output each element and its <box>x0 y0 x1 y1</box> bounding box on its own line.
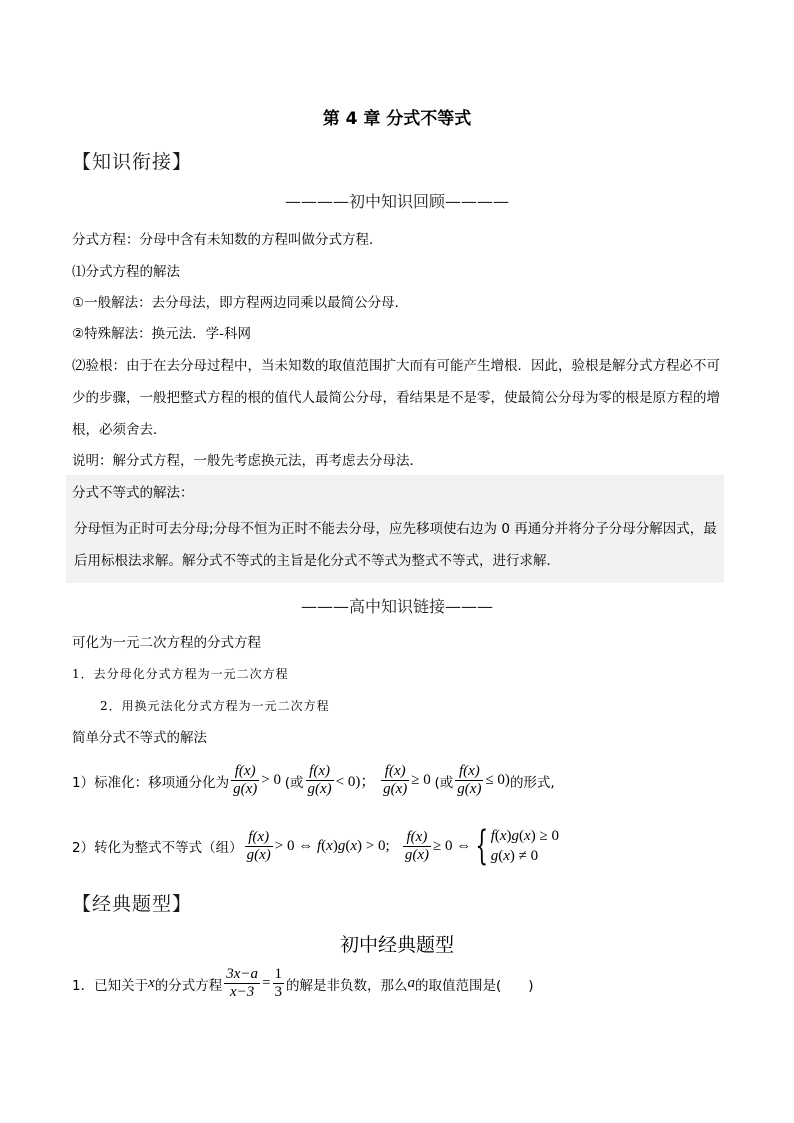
transform-step: 2）转化为整式不等式（组） $\frac{f(x)}{g(x)}$ > 0 ⇔ f(x)g(x) > 0; $\frac{f(x)}{g(x)}$ ≥ 0 ⇔ { f(x)g(x) ≥ 0 g(x) ≠ 0 <box>72 823 559 869</box>
special-method-text: ②特殊解法：换元法．学-科网 <box>72 326 251 342</box>
question-1: 1．已知关于 x 的分式方程 $\frac{3x-a}{x-3}$ = $\frac{1}{3}$ 的解是非负数，那么 a 的取值范围是( ) <box>72 966 534 1000</box>
method-heading: ⑴分式方程的解法 <box>72 264 180 280</box>
q1-suffix-a: 的解是非负数，那么 <box>286 977 408 994</box>
q1-suffix-b: 的取值范围是( ) <box>415 977 534 994</box>
q1-prefix: 1．已知关于 <box>72 977 149 994</box>
left-brace-icon: { <box>475 823 489 869</box>
divider-senior-link: ———高中知识链接——— <box>300 597 493 616</box>
q1-rhs-fraction: $\frac{1}{3}$ <box>274 966 283 1000</box>
fraction-f-over-g: $\frac{f(x)}{g(x)}$ <box>404 828 430 863</box>
q1-mid: 的分式方程 <box>154 977 223 994</box>
note-text: 说明：解分式方程，一般先考虑换元法，再考虑去分母法． <box>72 453 423 469</box>
standardize-step: 1）标准化：移项通分化为 $\frac{f(x)}{g(x)}$ > 0 (或 $\frac{f(x)}{g(x)}$ < 0)； $\frac{f(x)}{g(x)}$ ≥ 0 (或 $\frac{f(x)}{g(x)}$ ≤ 0) 的形式, <box>72 763 555 797</box>
inequality-system: f(x)g(x) ≥ 0 g(x) ≠ 0 <box>490 828 559 864</box>
senior-item-2: 2．用换元法化分式方程为一元二次方程 <box>100 699 330 713</box>
section-heading-classic: 【经典题型】 <box>72 893 193 915</box>
inequality-method-heading: 分式不等式的解法： <box>72 485 194 501</box>
general-method-text: ①一般解法：去分母法，即方程两边同乘以最简公分母． <box>72 295 409 311</box>
senior-item-1: 1．去分母化分式方程为一元二次方程 <box>72 667 289 681</box>
inequality-method-body: 分母恒为正时可去分母;分母不恒为正时不能去分母，应先移项使右边为 0 再通分并将分子分母分解因式，最后用标根法求解。解分式不等式的主旨是化分式不等式为整式不等式，进行求解． <box>74 521 717 569</box>
q1-var-a: a <box>407 975 416 991</box>
step1-label: 1）标准化：移项通分化为 <box>72 774 230 791</box>
page-title: 第 4 章 分式不等式 <box>322 109 472 129</box>
step1-or-open-2: (或 <box>434 774 454 791</box>
definition-text: 分式方程：分母中含有未知数的方程叫做分式方程． <box>72 232 383 248</box>
classic-subheading: 初中经典题型 <box>339 934 454 956</box>
section-heading-knowledge: 【知识衔接】 <box>72 151 193 173</box>
fraction-f-over-g: $\frac{f(x)}{g(x)}$ <box>307 763 332 797</box>
fraction-f-over-g: $\frac{f(x)}{g(x)}$ <box>246 828 271 863</box>
quadratic-heading: 可化为一元二次方程的分式方程 <box>72 635 261 651</box>
root-check-paragraph: ⑵验根：由于在去分母过程中，当未知数的取值范围扩大而有可能产生增根．因此，验根是解分式方程必不可少的步骤，一般把整式方程的根的值代人最简公分母，看结果是不是零，使最简公分母为零的根是原方程的增根，必须舍去． <box>72 358 720 438</box>
q1-lhs-fraction: $\frac{3x-a}{x-3}$ <box>226 966 259 1000</box>
inequality-method-box <box>66 475 724 583</box>
q1-var-x: x <box>148 975 155 991</box>
divider-junior-review: ————初中知识回顾———— <box>284 192 509 211</box>
step2-label: 2）转化为整式不等式（组） <box>72 840 243 856</box>
simple-inequality-heading: 简单分式不等式的解法 <box>72 730 207 746</box>
step1-or-open: (或 <box>284 774 304 791</box>
fraction-f-over-g: $\frac{f(x)}{g(x)}$ <box>383 763 408 797</box>
step1-tail: 的形式, <box>509 774 555 791</box>
fraction-f-over-g: $\frac{f(x)}{g(x)}$ <box>233 763 258 797</box>
fraction-f-over-g: $\frac{f(x)}{g(x)}$ <box>457 763 482 797</box>
